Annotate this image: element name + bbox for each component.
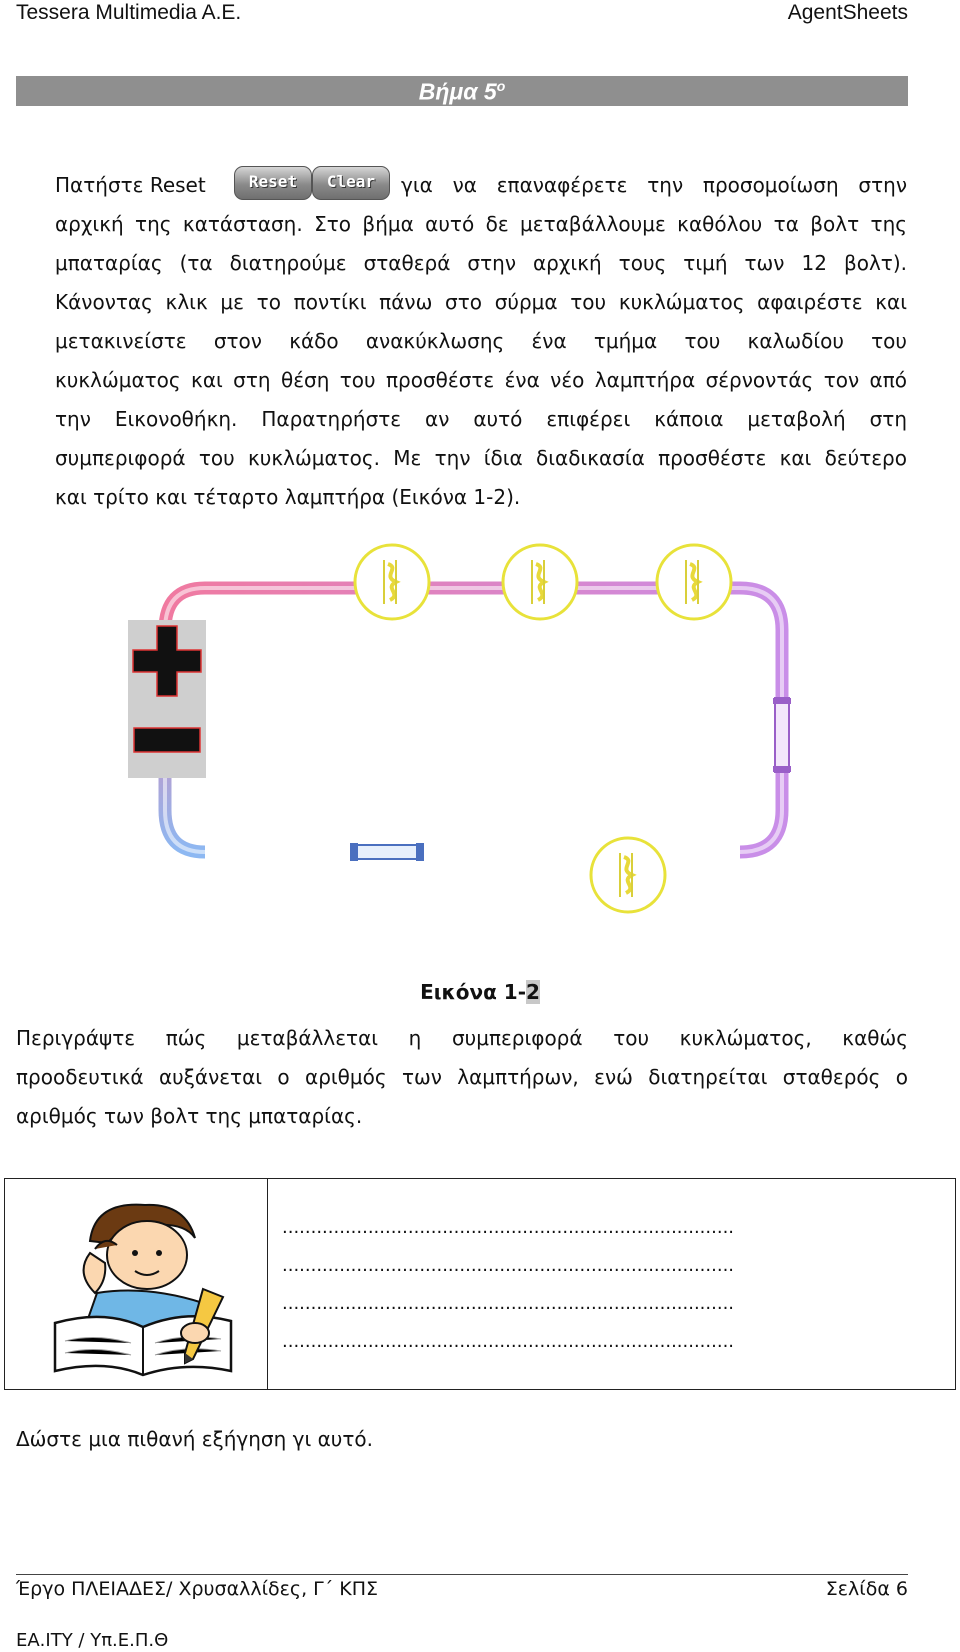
- reset-button[interactable]: Reset: [234, 166, 312, 200]
- figure-caption: Εικόνα 1-2: [420, 980, 540, 1004]
- intro-line-7: την Εικονοθήκη. Παρατηρήστε αν αυτό επιφέρει κάποια μεταβολή στη: [55, 407, 907, 431]
- project-name: Έργο ΠΛΕΙΑΔΕΣ/ Χρυσαλλίδες, Γ΄ ΚΠΣ: [16, 1578, 379, 1600]
- bulb-icon: [591, 838, 665, 912]
- explanation-prompt: Δώστε μια πιθανή εξήγηση γι αυτό.: [16, 1427, 373, 1451]
- answer-line-1[interactable]: ...............................................................................: [282, 1217, 735, 1238]
- intro-line-3: μπαταρίας (τα διατηρούμε σταθερά στην αρχική τους τιμή των 12 βολτ).: [55, 251, 907, 275]
- intro-line-9: και τρίτο και τέταρτο λαμπτήρα (Εικόνα 1-2).: [55, 485, 521, 509]
- question-paragraph: [16, 1019, 908, 1136]
- answer-box: [4, 1178, 956, 1390]
- reset-clear-buttons: [234, 166, 390, 200]
- publisher-name: Tessera Multimedia A.E.: [16, 1, 242, 24]
- page-number: Σελίδα 6: [825, 1578, 908, 1600]
- intro-line-4: Κάνοντας κλικ με το ποντίκι πάνω στο σύρμα του κυκλώματος αφαιρέστε και: [55, 290, 907, 314]
- software-name: AgentSheets: [787, 1, 908, 24]
- answer-line-2[interactable]: ...............................................................................: [282, 1255, 735, 1276]
- battery-icon: [128, 620, 206, 778]
- bulb-icon: [657, 545, 731, 619]
- answer-box-divider: [267, 1179, 268, 1389]
- intro-line-5: μετακινείστε στον κάδο ανακύκλωσης ένα τμήμα του καλωδίου του: [55, 329, 907, 353]
- step-banner: [16, 76, 908, 106]
- answer-line-3[interactable]: ...............................................................................: [282, 1293, 735, 1314]
- intro-line-8: συμπεριφορά του κυκλώματος. Με την ίδια διαδικασία προσθέστε και δεύτερο: [55, 446, 907, 470]
- intro-line-1-rest: για να επαναφέρετε την προσομοίωση στην: [401, 173, 907, 197]
- connector-piece-bottom: [350, 843, 424, 861]
- circuit-figure: [120, 540, 800, 930]
- intro-first-words: Πατήστε Reset: [55, 173, 206, 197]
- footer-rule: [16, 1574, 908, 1575]
- organization-credit: ΕΑ.ΙΤΥ / Υπ.Ε.Π.Θ: [16, 1630, 169, 1651]
- page-footer: [16, 1578, 908, 1600]
- question-line-1: Περιγράψτε πώς μεταβάλλεται η συμπεριφορά του κυκλώματος, καθώς: [16, 1026, 908, 1050]
- question-line-2: προοδευτικά αυξάνεται ο αριθμός των λαμπτήρων, ενώ διατηρείται σταθερός ο: [16, 1065, 908, 1089]
- bulb-icon: [503, 545, 577, 619]
- intro-line-1: [55, 166, 907, 205]
- clear-button[interactable]: Clear: [312, 166, 390, 200]
- intro-paragraph: [55, 166, 907, 517]
- answer-line-4[interactable]: ...............................................................................: [282, 1331, 735, 1352]
- page-header: [16, 0, 908, 30]
- step-title: Βήμα $5^o$: [418, 78, 506, 105]
- intro-line-6: κυκλώματος και στη θέση του προσθέστε ένα νέο λαμπτήρα σέρνοντάς τον από: [55, 368, 907, 392]
- bulb-icon: [355, 545, 429, 619]
- intro-line-2: αρχική της κατάσταση. Στο βήμα αυτό δε μεταβάλλουμε καθόλου τα βολτ της: [55, 212, 907, 236]
- question-line-3: αριθμός των βολτ της μπαταρίας.: [16, 1104, 363, 1128]
- connector-piece-right: [773, 698, 791, 772]
- writing-student-illustration: [35, 1193, 245, 1379]
